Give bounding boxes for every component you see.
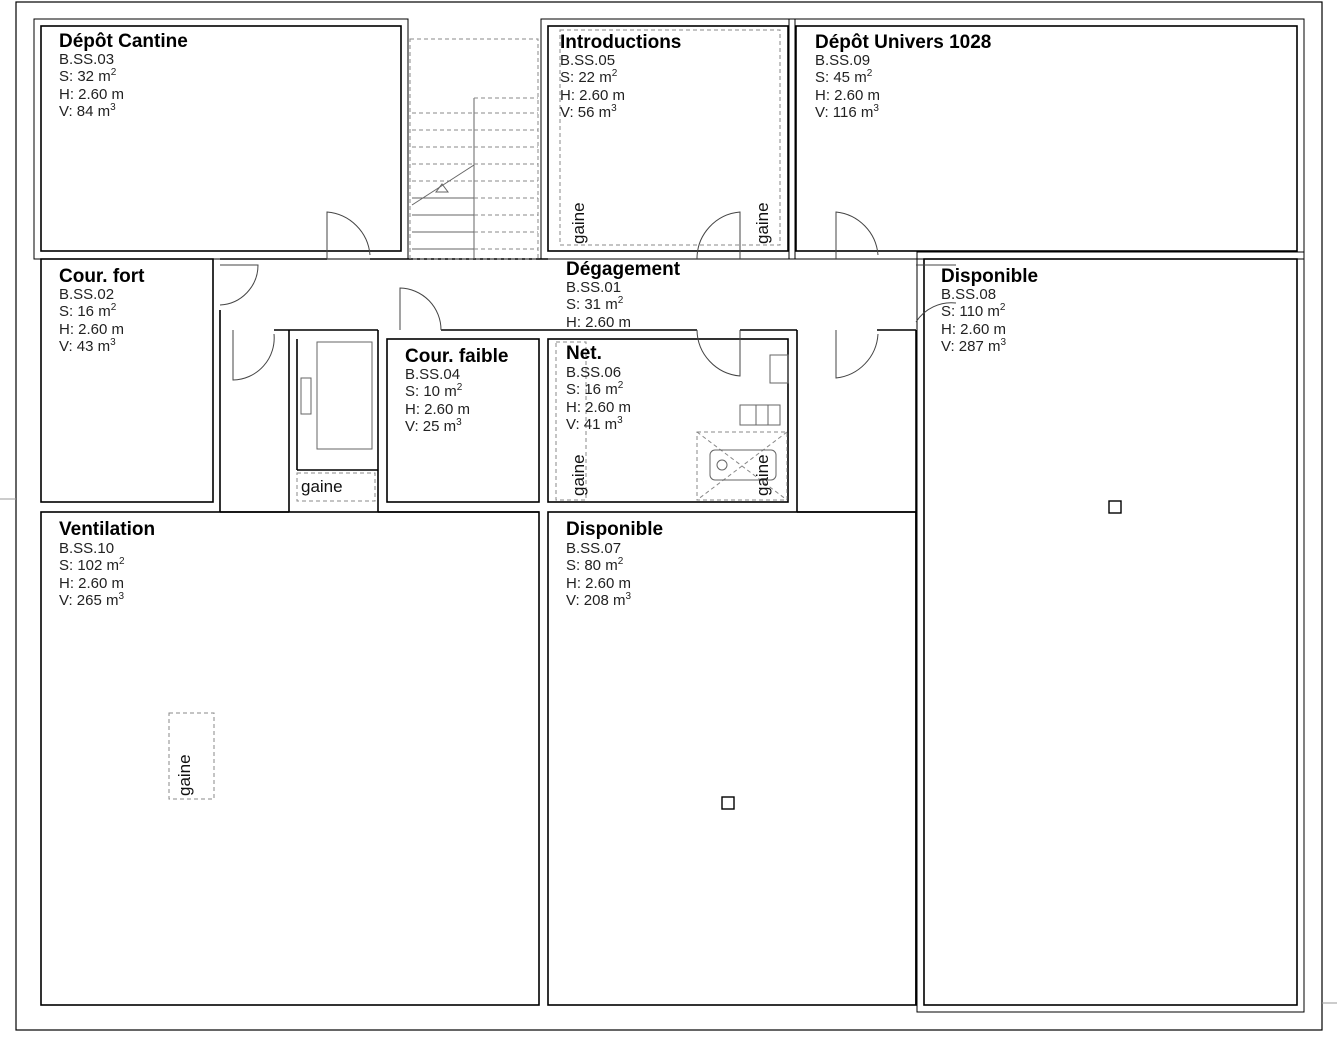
room-volume: V: 56 m (560, 104, 612, 121)
room-code: B.SS.10 (59, 540, 115, 557)
room-label-degagement (566, 259, 681, 331)
room-code: B.SS.05 (560, 52, 616, 69)
room-height: H: 2.60 m (59, 86, 125, 103)
room-code: B.SS.08 (941, 286, 997, 303)
svg-text:S: 32 m2 (59, 67, 117, 85)
room-name: Dépôt Univers 1028 (815, 32, 992, 53)
room-volume: V: 43 m (59, 338, 111, 355)
room-label-disponible-08 (941, 266, 1038, 355)
room-height: H: 2.60 m (566, 314, 632, 331)
room-height: H: 2.60 m (815, 87, 881, 104)
volume-superscript: 3 (1000, 337, 1007, 348)
room-height: H: 2.60 m (59, 575, 125, 592)
room-volume: V: 208 m (566, 592, 626, 609)
room-volume: V: 116 m (815, 104, 874, 121)
room-height: H: 2.60 m (566, 575, 632, 592)
area-superscript: 2 (119, 556, 125, 567)
room-area: S: 110 m (941, 303, 1000, 320)
room-height: H: 2.60 m (566, 399, 632, 416)
room-area: S: 10 m (405, 383, 457, 400)
room-area: S: 31 m (566, 296, 618, 313)
area-superscript: 2 (617, 556, 624, 567)
volume-superscript: 3 (456, 417, 462, 428)
volume-superscript: 3 (110, 102, 116, 113)
area-superscript: 2 (617, 295, 624, 306)
area-superscript: 2 (617, 380, 624, 391)
column-marker (722, 797, 734, 809)
room-code: B.SS.07 (566, 540, 622, 557)
room-label-introductions (560, 32, 681, 121)
room-volume: V: 287 m (941, 338, 1001, 355)
svg-text:V: 265 m3 (59, 591, 124, 609)
plan-frame (16, 2, 1322, 1030)
area-superscript: 2 (611, 68, 618, 79)
room-label-net (566, 343, 631, 433)
room-area: S: 16 m (59, 303, 111, 320)
room-height: H: 2.60 m (405, 401, 471, 418)
volume-superscript: 3 (118, 591, 125, 602)
room-name: Introductions (560, 32, 682, 53)
svg-text:S: 80 m2 (566, 556, 624, 574)
room-area: S: 22 m (560, 69, 612, 86)
room-name: Dégagement (566, 259, 681, 280)
svg-text:V: 84 m3 (59, 102, 116, 120)
svg-text:S: 16 m2 (59, 302, 117, 320)
room-code: B.SS.04 (405, 366, 461, 383)
room-volume: V: 84 m (59, 103, 111, 120)
column-marker (1109, 501, 1121, 513)
svg-text:S: 16 m2 (566, 380, 624, 398)
svg-text:V: 56 m3 (560, 103, 617, 121)
room-code: B.SS.03 (59, 51, 115, 68)
area-superscript: 2 (999, 302, 1006, 313)
area-superscript: 2 (110, 302, 117, 313)
svg-text:V: 43 m3 (59, 337, 116, 355)
gaine-label: gaine (301, 477, 343, 496)
room-area: S: 45 m (815, 69, 867, 86)
area-superscript: 2 (866, 68, 873, 79)
svg-text:S: 31 m2 (566, 295, 624, 313)
room-area: S: 102 m (59, 557, 120, 574)
room-name: Disponible (566, 519, 664, 540)
volume-superscript: 3 (611, 103, 617, 114)
svg-text:V: 208 m3 (566, 591, 631, 609)
room-code: B.SS.02 (59, 286, 115, 303)
area-superscript: 2 (456, 382, 463, 393)
gaine-label: gaine (569, 202, 588, 244)
volume-superscript: 3 (873, 103, 879, 114)
svg-text:V: 41 m3 (566, 415, 623, 433)
room-name: Cour. fort (59, 266, 145, 287)
room-name: Ventilation (59, 519, 156, 540)
room-volume: V: 265 m (59, 592, 119, 609)
room-name: Net. (566, 343, 602, 364)
room-area: S: 32 m (59, 68, 111, 85)
room-volume: V: 25 m (405, 418, 457, 435)
room-code: B.SS.06 (566, 364, 622, 381)
room-height: H: 2.60 m (941, 321, 1007, 338)
room-label-depot-cantine (59, 31, 188, 120)
gaine-label: gaine (753, 202, 772, 244)
room-label-cour-fort (59, 266, 145, 355)
room-volume: V: 41 m (566, 416, 618, 433)
volume-superscript: 3 (110, 337, 116, 348)
room-area: S: 80 m (566, 557, 618, 574)
room-area: S: 16 m (566, 381, 618, 398)
volume-superscript: 3 (617, 415, 623, 426)
room-height: H: 2.60 m (560, 87, 626, 104)
room-name: Dépôt Cantine (59, 31, 188, 52)
room-code: B.SS.09 (815, 52, 871, 69)
walls (34, 19, 1304, 1012)
svg-text:V: 287 m3 (941, 337, 1006, 355)
svg-text:V: 25 m3 (405, 417, 462, 435)
room-label-ventilation (59, 519, 155, 609)
gaine-label: gaine (569, 454, 588, 496)
room-name: Cour. faible (405, 346, 509, 367)
volume-superscript: 3 (625, 591, 632, 602)
gaine-label: gaine (753, 454, 772, 496)
sanitary-fixtures (697, 355, 788, 500)
area-superscript: 2 (110, 67, 117, 78)
room-height: H: 2.60 m (59, 321, 125, 338)
staircase (410, 39, 538, 259)
room-label-cour-faible (405, 346, 508, 435)
svg-text:S: 10 m2 (405, 382, 463, 400)
svg-text:S: 22 m2 (560, 68, 618, 86)
room-code: B.SS.01 (566, 279, 622, 296)
svg-text:S: 45 m2 (815, 68, 873, 86)
room-label-depot-univers (815, 32, 991, 121)
gaine-label: gaine (175, 754, 194, 796)
svg-text:V: 116 m3 (815, 103, 879, 121)
room-label-disponible-07 (566, 519, 663, 609)
svg-text:S: 110 m2 (941, 302, 1006, 320)
svg-text:S: 102 m2 (59, 556, 125, 574)
room-name: Disponible (941, 266, 1039, 287)
elevator (301, 342, 372, 449)
